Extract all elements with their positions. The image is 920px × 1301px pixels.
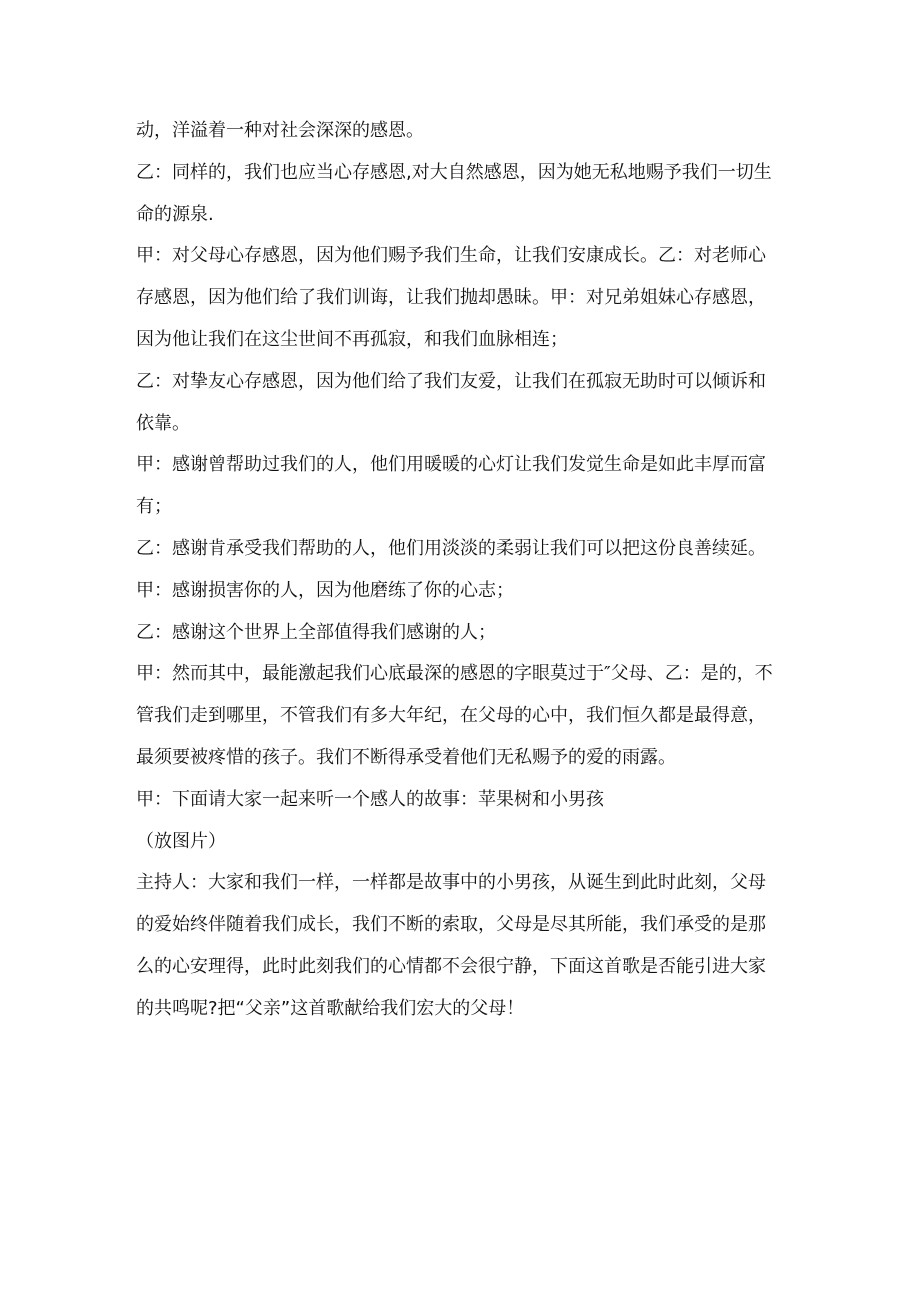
text-line: 甲：感谢曾帮助过我们的人，他们用暖暖的心灯让我们发觉生命是如此丰厚而富 bbox=[136, 454, 766, 476]
document-body bbox=[136, 110, 796, 1030]
text-line: 甲：感谢损害你的人，因为他磨练了你的心志； bbox=[136, 579, 514, 601]
text-line: 乙：对挚友心存感恩，因为他们给了我们友爱，让我们在孤寂无助时可以倾诉和 bbox=[136, 370, 766, 392]
text-line: 甲：对父母心存感恩，因为他们赐予我们生命，让我们安康成长。乙：对老师心 bbox=[136, 245, 766, 267]
text-line: 甲：然而其中，最能激起我们心底最深的感恩的字眼莫过于″父母、乙：是的，不 bbox=[136, 663, 773, 685]
text-line: 乙：感谢这个世界上全部值得我们感谢的人； bbox=[136, 621, 496, 643]
text-line: 乙：感谢肯承受我们帮助的人，他们用淡淡的柔弱让我们可以把这份良善续延。 bbox=[136, 537, 766, 559]
text-line: 依靠。 bbox=[136, 412, 190, 434]
text-line: 乙：同样的，我们也应当心存感恩,对大自然感恩，因为她无私地赐予我们一切生 bbox=[136, 161, 772, 183]
text-line: 动，洋溢着一种对社会深深的感恩。 bbox=[136, 120, 424, 141]
text-line: 管我们走到哪里，不管我们有多大年纪，在父母的心中，我们恒久都是最得意， bbox=[136, 705, 766, 727]
text-line: 么的心安理得，此时此刻我们的心情都不会很宁静，下面这首歌是否能引进大家 bbox=[136, 955, 766, 977]
text-line: 存感恩，因为他们给了我们训诲，让我们抛却愚昧。甲：对兄弟姐妹心存感恩， bbox=[136, 287, 766, 309]
text-line: 甲：下面请大家一起来听一个感人的故事：苹果树和小男孩 bbox=[136, 788, 604, 810]
text-line: 主持人：大家和我们一样，一样都是故事中的小男孩，从诞生到此时此刻，父母 bbox=[136, 872, 766, 894]
text-line: 命的源泉. bbox=[136, 203, 214, 225]
text-line: 因为他让我们在这尘世间不再孤寂，和我们血脉相连； bbox=[136, 328, 568, 350]
text-line: 的共鸣呢?把“父亲”这首歌献给我们宏大的父母！ bbox=[136, 997, 525, 1019]
text-line: （放图片） bbox=[136, 830, 226, 852]
text-line: 有； bbox=[136, 496, 172, 518]
text-line: 最须要被疼惜的孩子。我们不断得承受着他们无私赐予的爱的雨露。 bbox=[136, 746, 676, 768]
text-line: 的爱始终伴随着我们成长，我们不断的索取，父母是尽其所能，我们承受的是那 bbox=[136, 914, 766, 936]
